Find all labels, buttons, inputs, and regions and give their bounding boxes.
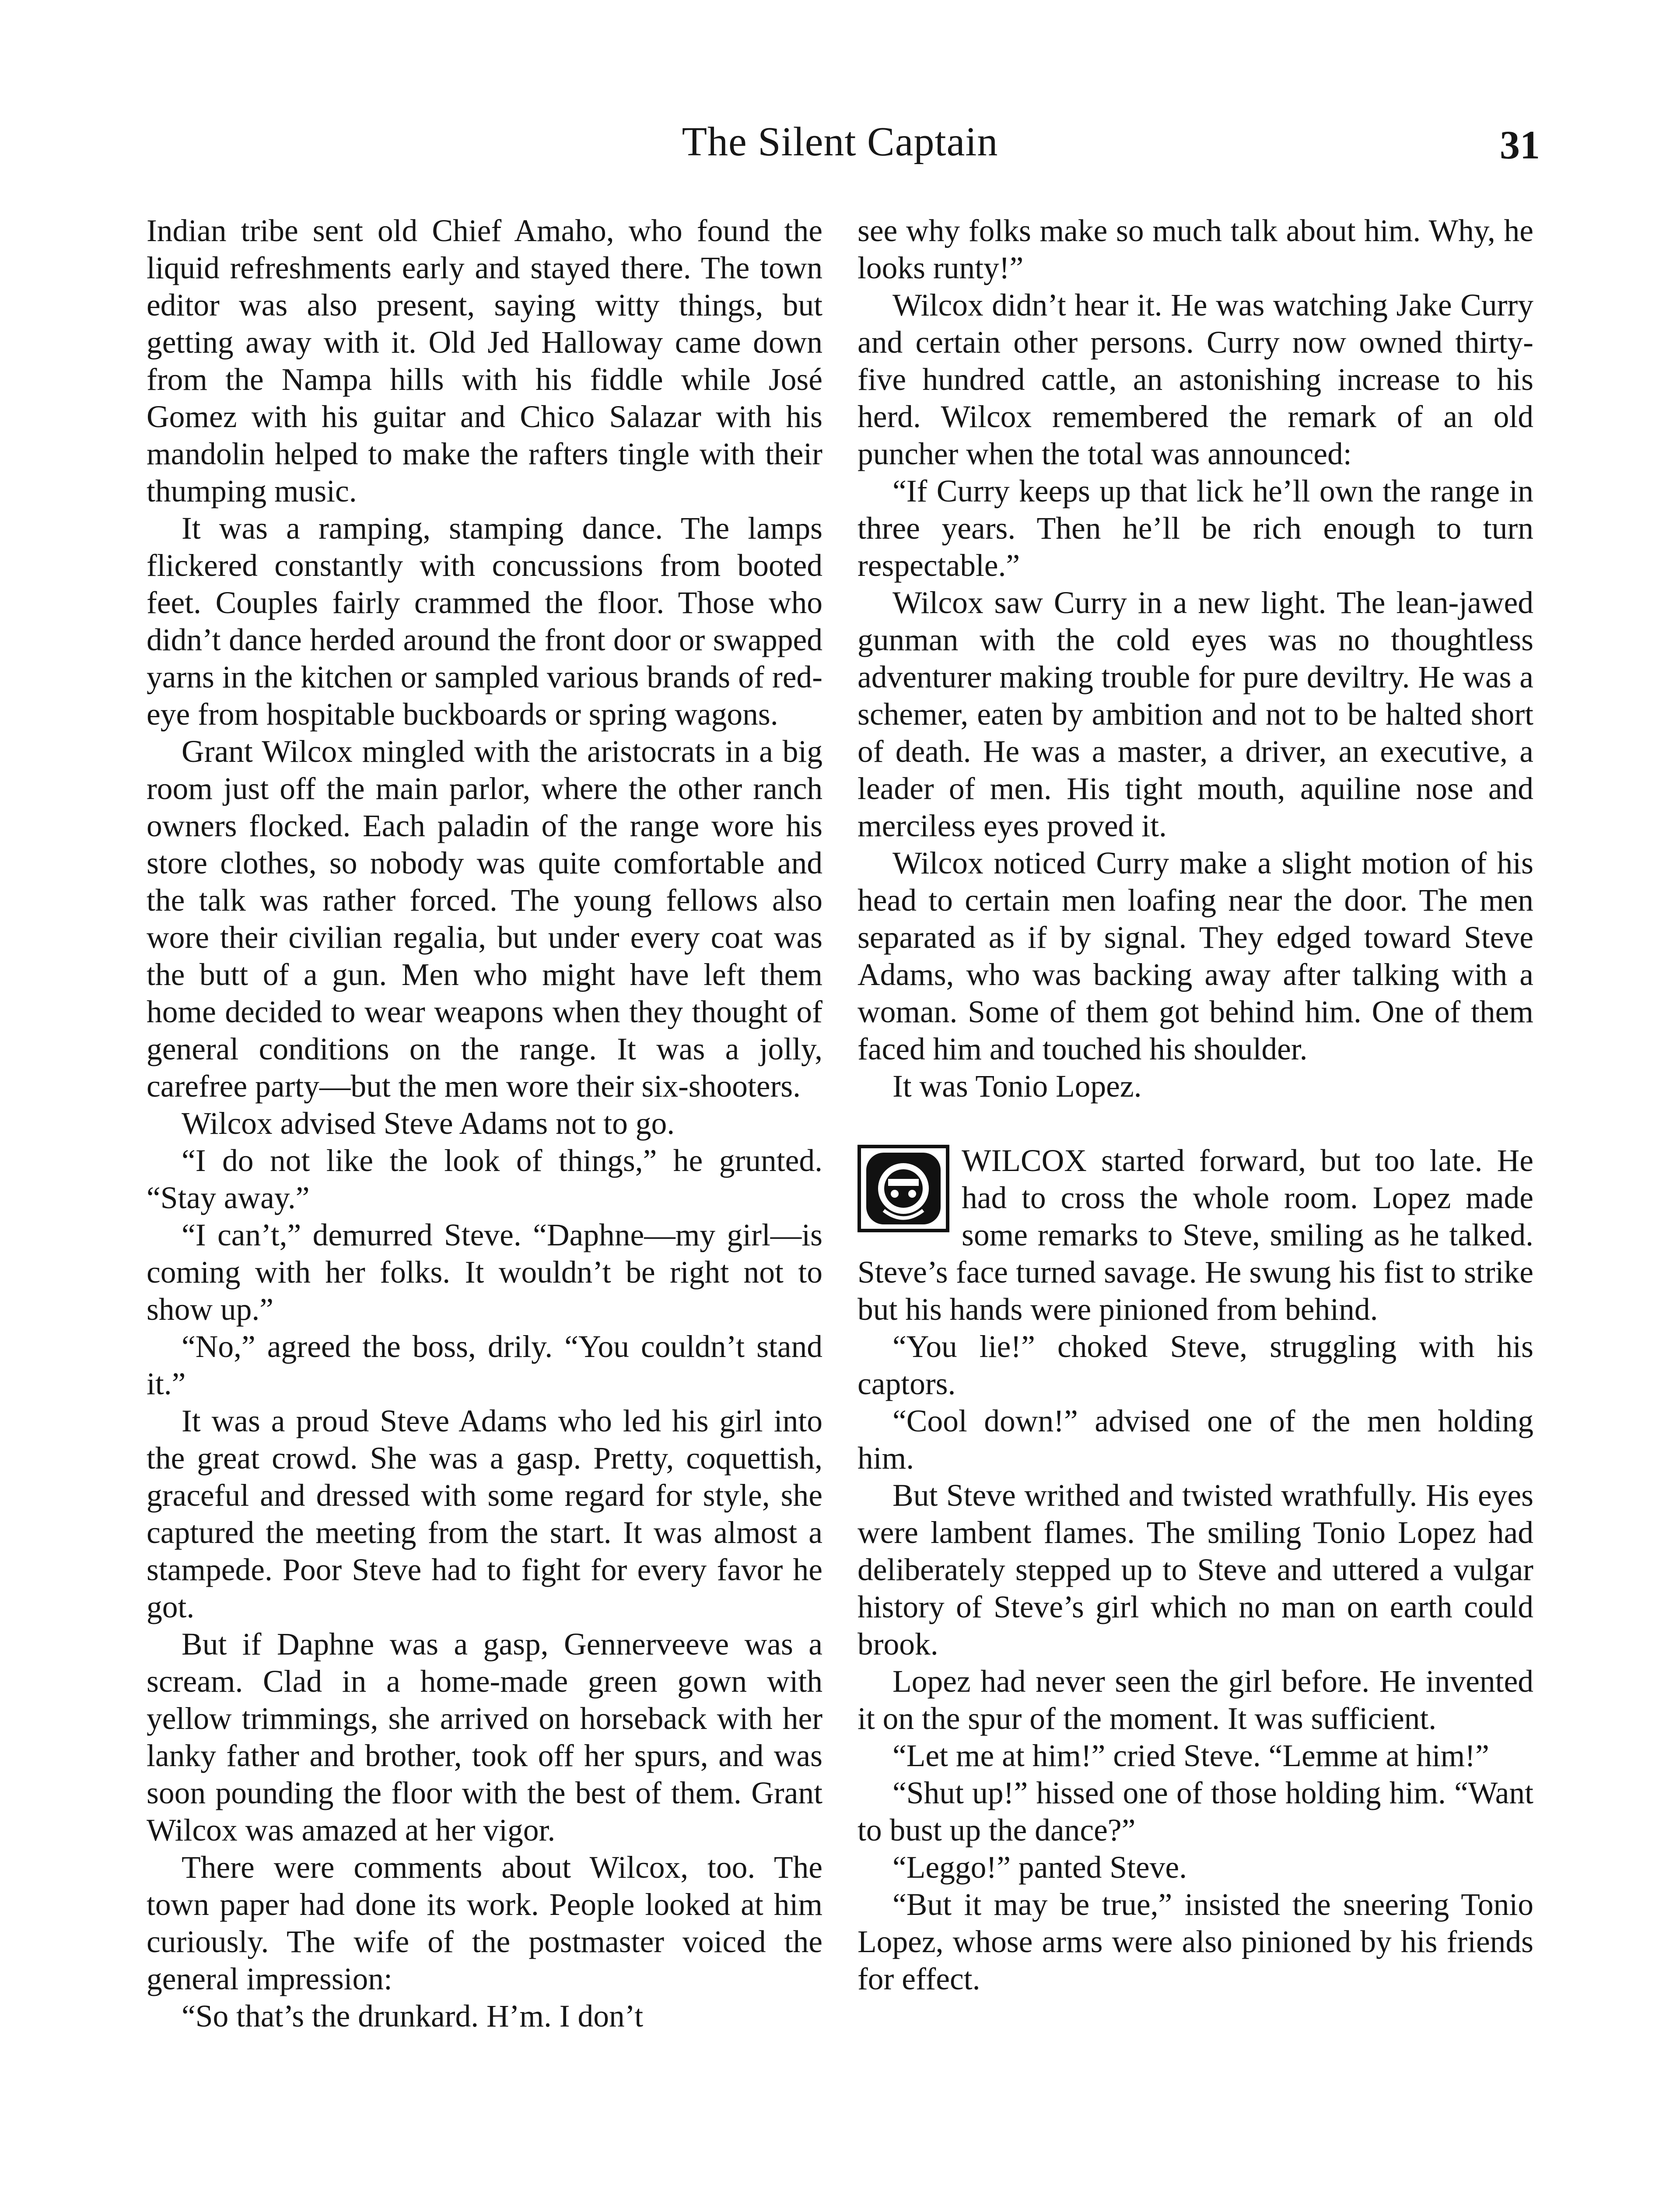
paragraph: It was a proud Steve Adams who led his girl into the great crowd. She was a gasp. Pretty, coquettish, graceful and dressed with some regard for style, she captured the meeting from the start. It was almost a stampede. Poor Steve had to fight for every favor he got. <box>147 1404 822 1624</box>
paragraph: “Shut up!” hissed one of those holding him. “Want to bust up the dance?” <box>858 1776 1533 1848</box>
paragraph: Grant Wilcox mingled with the aristocrats in a big room just off the main parlor, where the other ranch owners flocked. Each paladin of the range wore his store clothes, so nobody was quite comfortable and the talk was rather forced. The young fellows also wore their civilian regalia, but under every coat was the butt of a gun. Men who might have left them home decided to wear weapons when they thought of general conditions on the range. It was a jolly, carefree party—but the men wore their six-shooters. <box>147 734 822 1104</box>
ornament-icon <box>858 1145 949 1232</box>
left-column <box>147 212 822 2035</box>
section-break <box>858 1142 1533 1328</box>
page-number: 31 <box>1500 123 1540 167</box>
right-column <box>858 212 1533 1998</box>
paragraph: “Cool down!” advised one of the men holding him. <box>858 1404 1533 1476</box>
paragraph: Wilcox didn’t hear it. He was watching Jake Curry and certain other persons. Curry now owned thirty-five hundred cattle, an astonishing increase to his herd. Wilcox remembered the remark of an old puncher when the total was announced: <box>858 288 1533 471</box>
paragraph: “I can’t,” demurred Steve. “Daphne—my girl—is coming with her folks. It wouldn’t be right not to show up.” <box>147 1218 822 1327</box>
paragraph: “If Curry keeps up that lick he’ll own the range in three years. Then he’ll be rich enough to turn respectable.” <box>858 474 1533 583</box>
paragraph: “Leggo!” panted Steve. <box>892 1850 1187 1885</box>
paragraph: Lopez had never seen the girl before. He invented it on the spur of the moment. It was sufficient. <box>858 1664 1533 1736</box>
paragraph: “No,” agreed the boss, drily. “You couldn’t stand it.” <box>147 1329 822 1401</box>
paragraph: “But it may be true,” insisted the sneering Tonio Lopez, whose arms were also pinioned by his friends for effect. <box>858 1887 1533 1996</box>
paragraph: “So that’s the drunkard. H’m. I don’t <box>182 1999 644 2034</box>
paragraph: But if Daphne was a gasp, Gennerveeve was a scream. Clad in a home-made green gown with yellow trimmings, she arrived on horseback with her lanky father and brother, took off her spurs, and was soon pounding the floor with the best of them. Grant Wilcox was amazed at her vigor. <box>147 1627 822 1848</box>
page-title: The Silent Captain <box>682 119 998 165</box>
paragraph: Wilcox saw Curry in a new light. The lean-jawed gunman with the cold eyes was no thoughtless adventurer making trouble for pure deviltry. He was a schemer, eaten by ambition and not to be halted short of death. He was a master, a driver, an executive, a leader of men. His tight mouth, aquiline nose and merciless eyes proved it. <box>858 586 1533 843</box>
paragraph: It was a ramping, stamping dance. The lamps flickered constantly with concussions from booted feet. Couples fairly crammed the floor. Those who didn’t dance herded around the front door or swapped yarns in the kitchen or sampled various brands of red-eye from hospitable buckboards or spring wagons. <box>147 511 822 732</box>
paragraph: Indian tribe sent old Chief Amaho, who found the liquid refreshments early and stayed there. The town editor was also present, saying witty things, but getting away with it. Old Jed Halloway came down from the Nampa hills with his fiddle while José Gomez with his guitar and Chico Salazar with his mandolin helped to make the rafters tingle with their thumping music. <box>147 214 822 508</box>
paragraph: There were comments about Wilcox, too. The town paper had done its work. People looked at him curiously. The wife of the postmaster voiced the general impression: <box>147 1850 822 1996</box>
paragraph: see why folks make so much talk about him. Why, he looks runty!” <box>858 214 1533 285</box>
paragraph: But Steve writhed and twisted wrathfully. His eyes were lambent flames. The smiling Tonio Lopez had deliberately stepped up to Steve and uttered a vulgar history of Steve’s girl which no man on earth could brook. <box>858 1478 1533 1662</box>
paragraph: Wilcox advised Steve Adams not to go. <box>182 1106 675 1141</box>
paragraph: “You lie!” choked Steve, struggling with his captors. <box>858 1329 1533 1401</box>
paragraph: Wilcox noticed Curry make a slight motion of his head to certain men loafing near the door. The men separated as if by signal. They edged toward Steve Adams, who was backing away after talking with a woman. Some of them got behind him. One of them faced him and touched his shoulder. <box>858 846 1533 1066</box>
paragraph: “Let me at him!” cried Steve. “Lemme at him!” <box>892 1739 1489 1773</box>
paragraph: “I do not like the look of things,” he grunted. “Stay away.” <box>147 1143 822 1215</box>
paragraph: It was Tonio Lopez. <box>892 1069 1142 1104</box>
dropcap-paragraph: WILCOX started forward, but too late. He had to cross the whole room. Lopez made some remarks to Steve, smiling as he talked. Steve’s face turned savage. He swung his fist to strike but his hands were pinioned from behind. <box>858 1143 1533 1327</box>
